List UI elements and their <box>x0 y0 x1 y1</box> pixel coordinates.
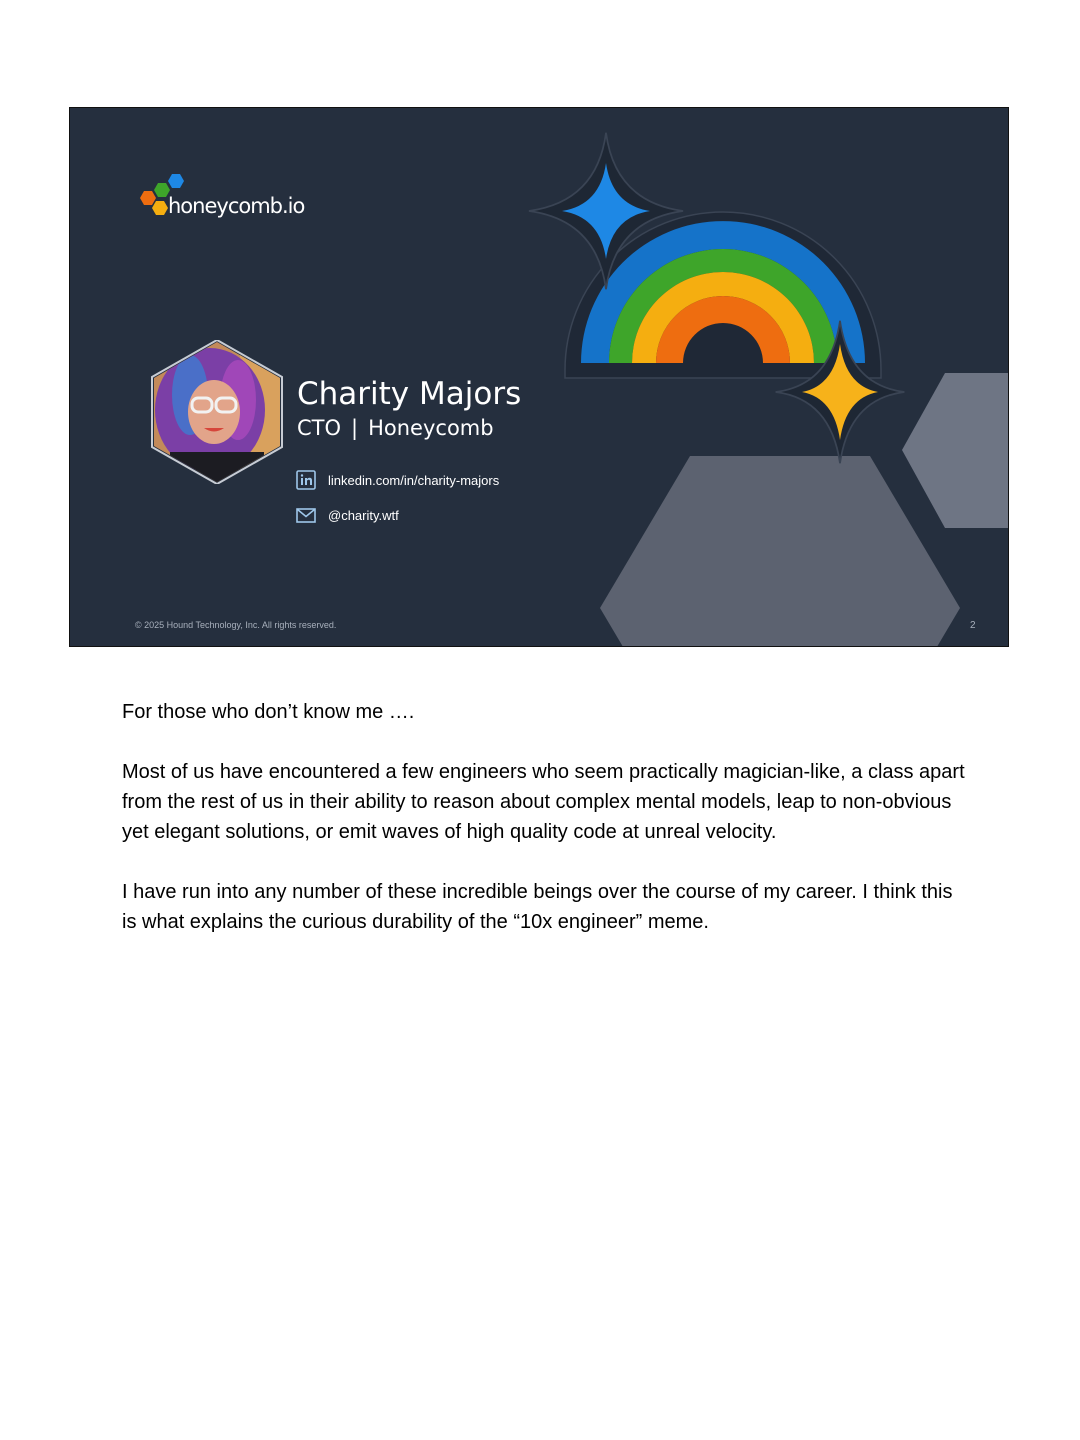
role-separator: | <box>351 416 359 440</box>
avatar <box>150 340 284 484</box>
speaker-name: Charity Majors <box>297 376 522 412</box>
handle-link[interactable]: @charity.wtf <box>328 507 399 523</box>
logo-text: honeycomb.io <box>168 194 305 218</box>
page-number: 2 <box>970 620 976 631</box>
mail-icon <box>296 505 316 525</box>
sparkle-icon <box>776 321 905 464</box>
sparkle-icon <box>529 133 683 289</box>
notes-paragraph: For those who don’t know me …. <box>122 701 415 723</box>
speaker-company: Honeycomb <box>368 416 494 440</box>
linkedin-icon <box>296 470 316 490</box>
copyright: © 2025 Hound Technology, Inc. All rights reserved. <box>135 620 337 630</box>
large-hexagon <box>600 456 960 647</box>
linkedin-contact <box>296 470 499 490</box>
rainbow-icon <box>581 221 865 363</box>
linkedin-link[interactable]: linkedin.com/in/charity-majors <box>328 472 500 488</box>
speaker-role-line <box>297 416 494 440</box>
slide <box>69 107 1009 647</box>
email-contact <box>296 505 399 525</box>
speaker-notes <box>122 697 972 967</box>
rainbow-halo <box>565 212 881 378</box>
speaker-role: CTO <box>297 416 342 440</box>
notes-paragraph: I have run into any number of these incredible beings over the course of my career. I think this is what explains the curious durability of the “10x engineer” meme. <box>122 881 953 933</box>
notes-paragraph: Most of us have encountered a few engineers who seem practically magician-like, a class apart from the rest of us in their ability to reason about complex mental models, leap to non-obvious yet elegant solutions, or emit waves of high quality code at unreal velocity. <box>122 761 965 843</box>
right-hexagon <box>902 373 1009 528</box>
